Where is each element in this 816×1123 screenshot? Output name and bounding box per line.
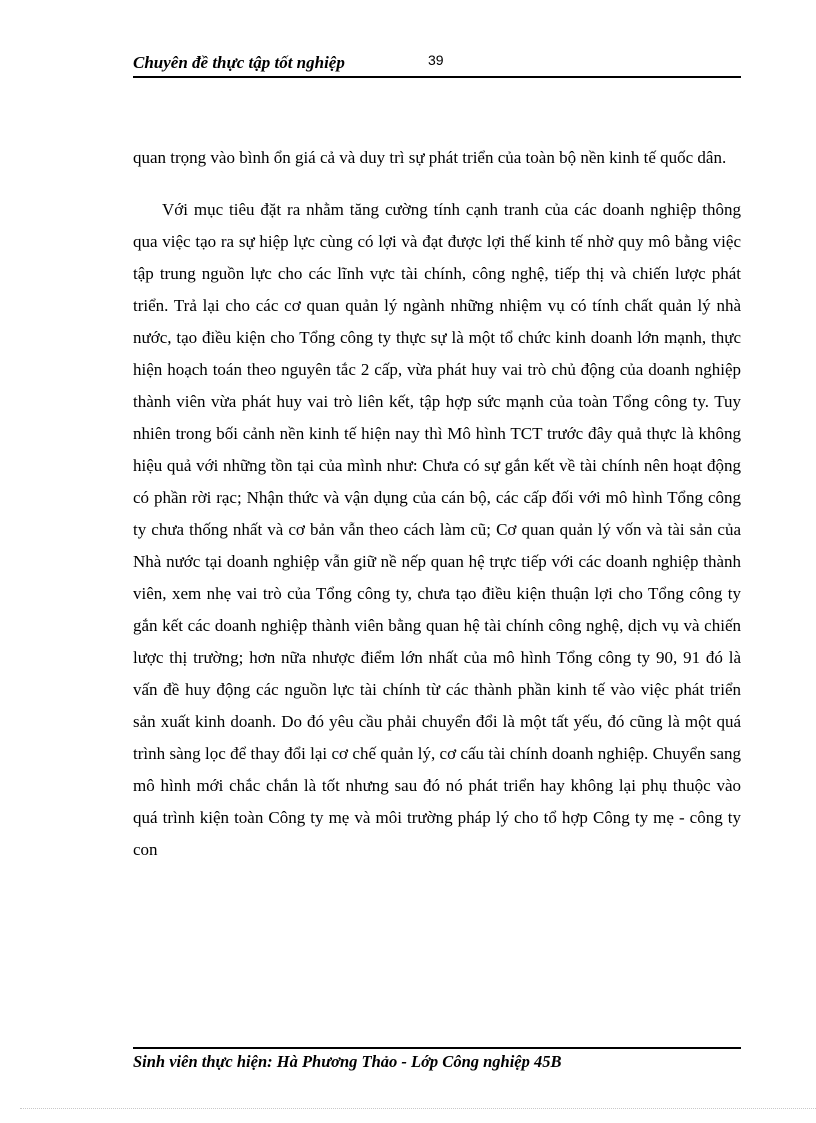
footer-rule [133,1047,741,1049]
page-footer: Sinh viên thực hiện: Hà Phương Thảo - Lớp Công nghiệp 45B [133,1052,562,1071]
paragraph: Với mục tiêu đặt ra nhằm tăng cường tính cạnh tranh của các doanh nghiệp thông qua việc tạo ra sự hiệp lực cùng có lợi và đạt được lợi thế kinh tế nhờ quy mô bằng việc tập trung nguồn lực cho các lĩnh vực tài chính, công nghệ, tiếp thị và chiến lược phát triển. Trả lại cho các cơ quan quản lý ngành những nhiệm vụ có tính chất quản lý nhà nước, tạo điều kiện cho Tổng công ty thực sự là một tổ chức kinh doanh lớn mạnh, thực hiện hoạch toán theo nguyên tắc 2 cấp, vừa phát huy vai trò chủ động của doanh nghiệp thành viên vừa phát huy vai trò liên kết, tập hợp sức mạnh của toàn Tổng công ty. Tuy nhiên trong bối cảnh nền kinh tế hiện nay thì Mô hình TCT trước đây quả thực là không hiệu quả với những tồn tại của mình như: Chưa có sự gắn kết về tài chính nên hoạt động có phần rời rạc; Nhận thức và vận dụng của cán bộ, các cấp đối với mô hình Tổng công ty chưa thống nhất và cơ bản vẫn theo cách làm cũ; Cơ quan quản lý vốn và tài sản của Nhà nước tại doanh nghiệp vẫn giữ nề nếp quan hệ trực tiếp với các doanh nghiệp thành viên, xem nhẹ vai trò của Tổng công ty, chưa tạo điều kiện thuận lợi cho Tổng công ty gắn kết các doanh nghiệp thành viên bằng quan hệ tài chính công nghệ, dịch vụ và chiến lược thị trường; hơn nữa nhược điểm lớn nhất của mô hình Tổng công ty 90, 91 đó là vấn đề huy động các nguồn lực tài chính từ các thành phần kinh tế vào việc phát triển sản xuất kinh doanh. Do đó yêu cầu phải chuyển đổi là một tất yếu, đó cũng là một quá trình sàng lọc để thay đổi lại cơ chế quản lý, cơ cấu tài chính doanh nghiệp. Chuyển sang mô hình mới chắc chắn là tốt nhưng sau đó nó phát triển hay không lại phụ thuộc vào quá trình kiện toàn Công ty mẹ và môi trường pháp lý cho tổ hợp Công ty mẹ - công ty con [133,200,741,859]
header-title: Chuyên đề thực tập tốt nghiệp [133,53,345,72]
page-number: 39 [428,52,444,68]
page-header [133,50,741,78]
body-text [133,142,741,866]
page-edge-divider [20,1108,816,1109]
header-rule [133,76,741,78]
paragraph: quan trọng vào bình ổn giá cả và duy trì sự phát triển của toàn bộ nền kinh tế quốc dân. [133,148,727,167]
